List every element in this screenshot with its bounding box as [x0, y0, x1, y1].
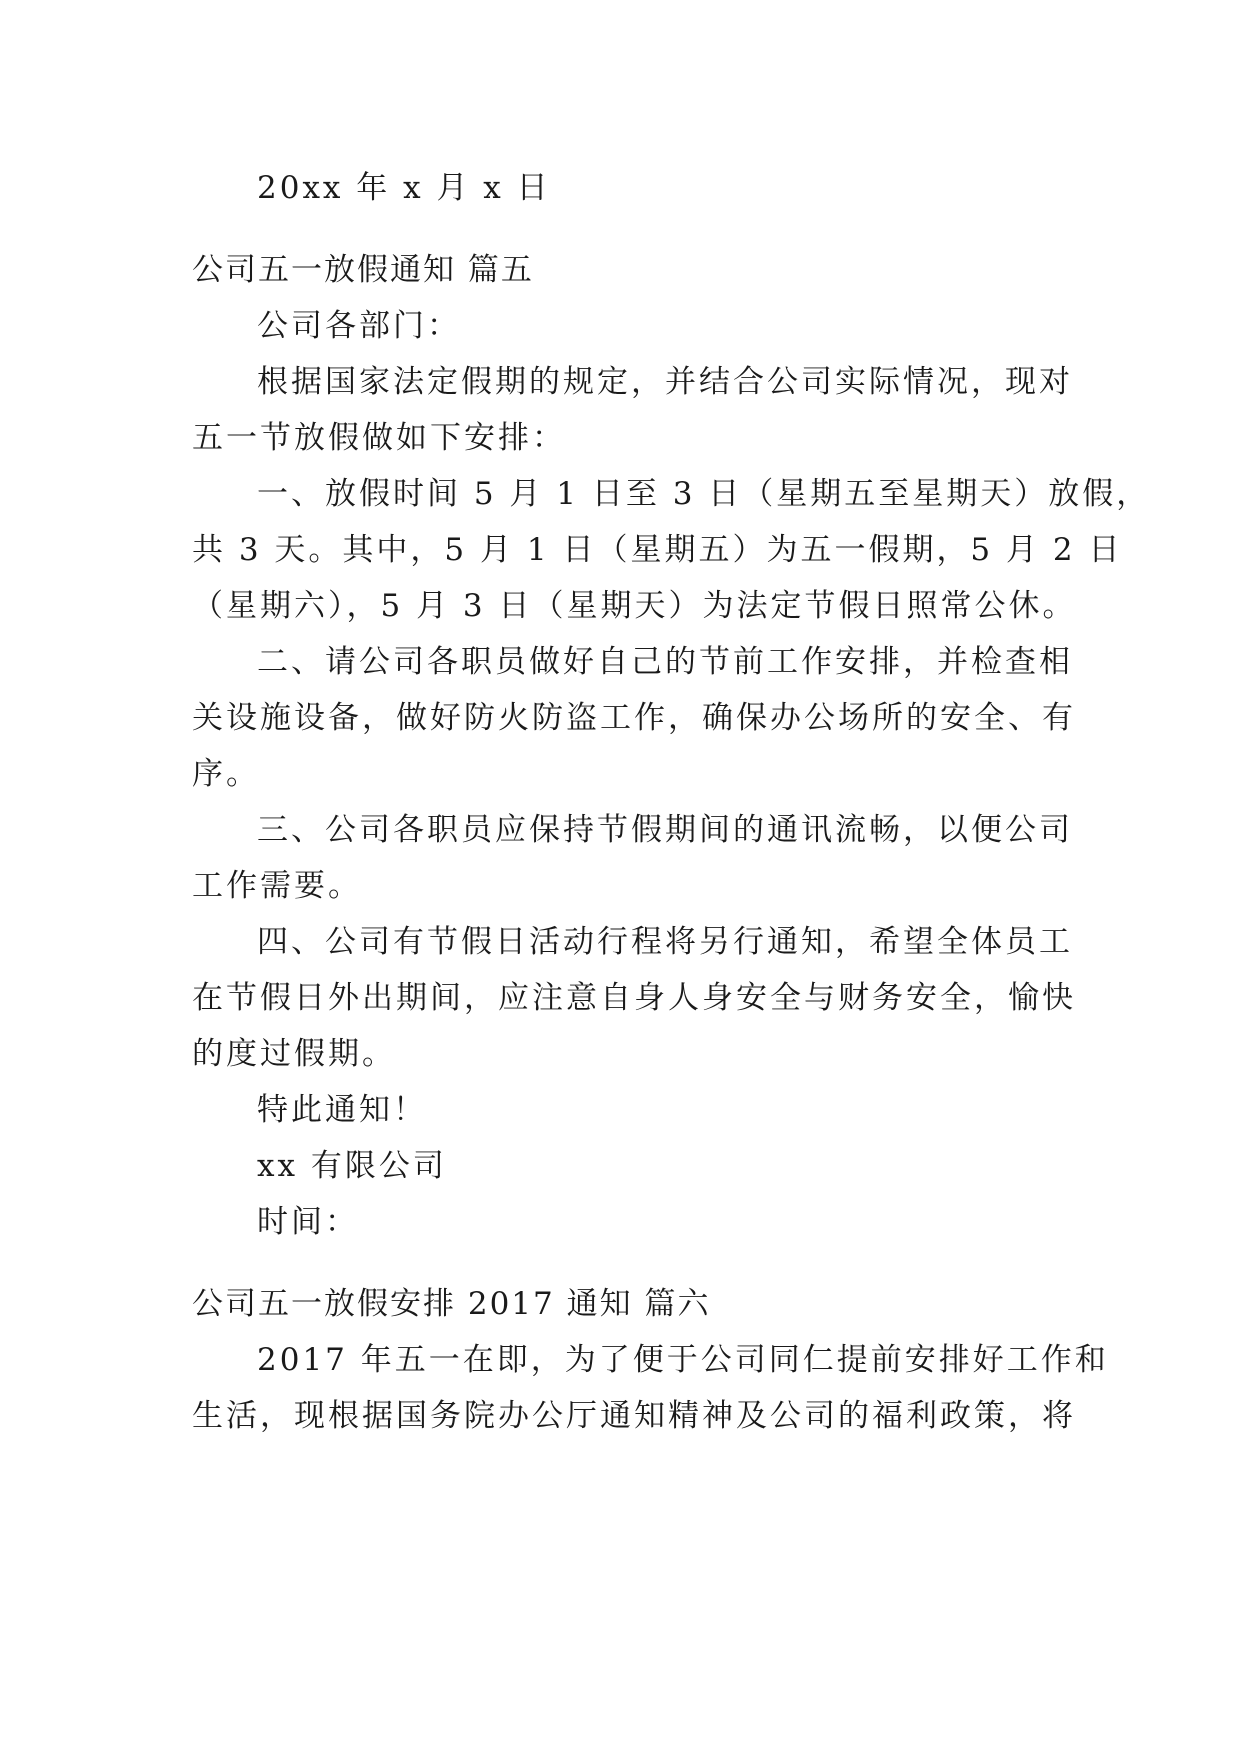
paragraph-line: 四、公司有节假日活动行程将另行通知，希望全体员工 [257, 924, 1073, 960]
paragraph-line: 三、公司各职员应保持节假期间的通讯流畅，以便公司 [257, 812, 1073, 848]
paragraph-line: 在节假日外出期间，应注意自身人身安全与财务安全，愉快 [192, 980, 1076, 1016]
paragraph-line: 工作需要。 [192, 868, 362, 904]
paragraph-line: 共 3 天。其中，5 月 1 日（星期五）为五一假期，5 月 2 日 [192, 532, 1123, 568]
paragraph-line: 2017 年五一在即，为了便于公司同仁提前安排好工作和 [257, 1342, 1109, 1378]
paragraph-line: （星期六），5 月 3 日（星期天）为法定节假日照常公休。 [192, 588, 1077, 624]
paragraph-line: 生活，现根据国务院办公厅通知精神及公司的福利政策，将 [192, 1398, 1076, 1434]
paragraph-line: 五一节放假做如下安排： [192, 420, 566, 456]
company-name: xx 有限公司 [257, 1148, 447, 1184]
section-five-title: 公司五一放假通知 篇五 [192, 252, 534, 288]
closing-line: 特此通知！ [257, 1092, 427, 1128]
paragraph-line: 根据国家法定假期的规定，并结合公司实际情况，现对 [257, 364, 1073, 400]
paragraph-line: 一、放假时间 5 月 1 日至 3 日（星期五至星期天）放假， [257, 476, 1151, 512]
salutation: 公司各部门： [257, 308, 461, 344]
paragraph-line: 序。 [192, 756, 260, 792]
section-six-title: 公司五一放假安排 2017 通知 篇六 [192, 1286, 711, 1322]
time-label: 时间： [257, 1204, 359, 1240]
date-line: 20xx 年 x 月 x 日 [257, 170, 551, 206]
paragraph-line: 二、请公司各职员做好自己的节前工作安排，并检查相 [257, 644, 1073, 680]
paragraph-line: 的度过假期。 [192, 1036, 396, 1072]
paragraph-line: 关设施设备，做好防火防盗工作，确保办公场所的安全、有 [192, 700, 1076, 736]
